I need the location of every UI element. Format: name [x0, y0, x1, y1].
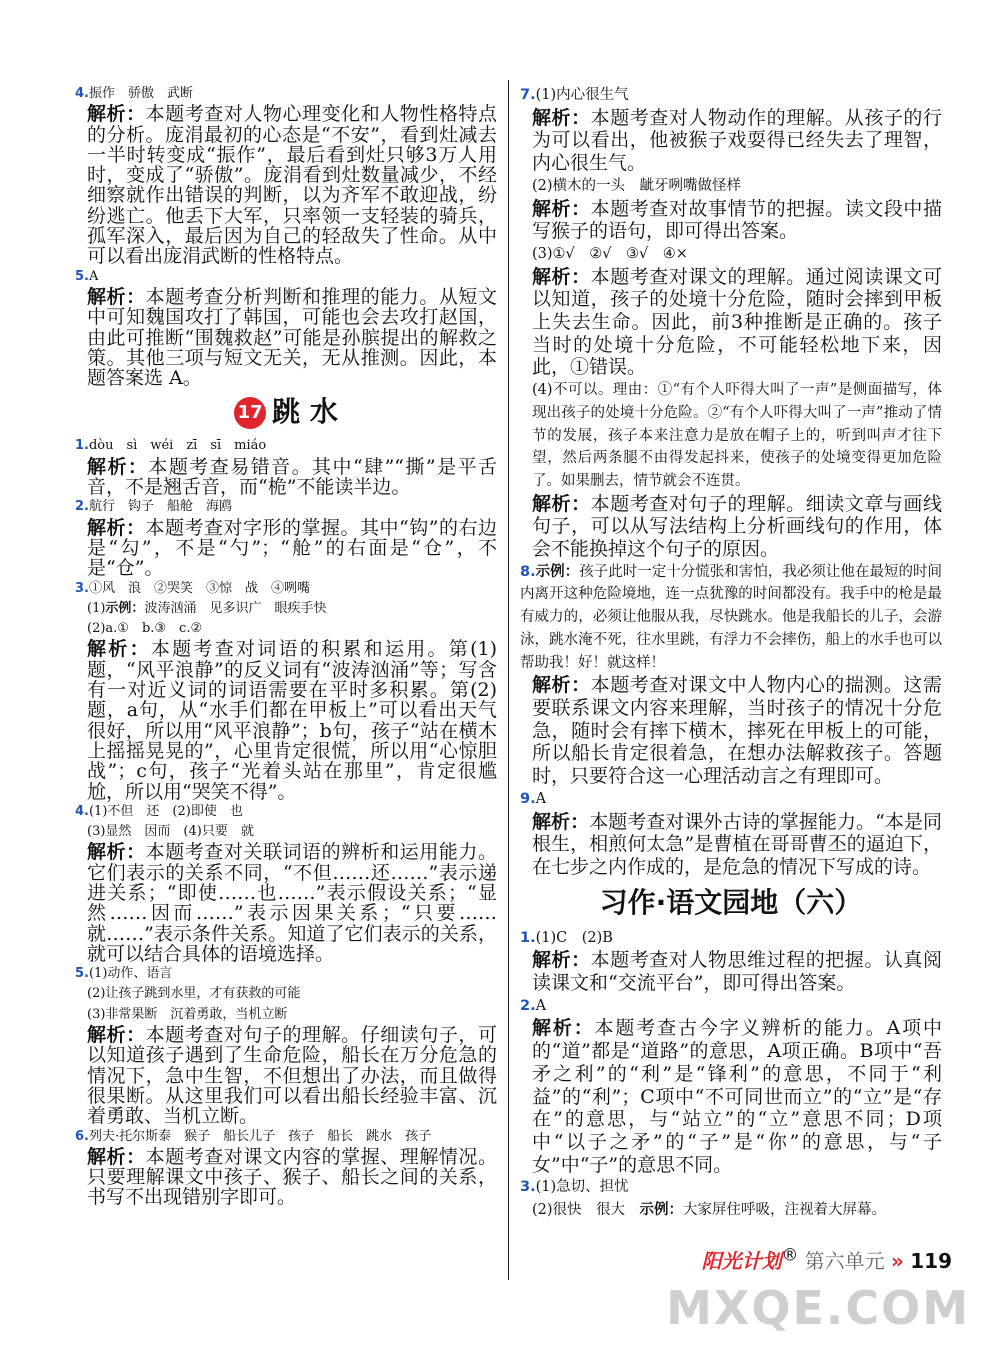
explanation	[75, 639, 497, 801]
explanation-text: 本题考查对字形的掌握。其中“钩”的右边是“勾”，不是“勺”；“舱”的右面是“仓”，不是“仓”。	[87, 516, 497, 580]
page-footer	[702, 1245, 952, 1274]
explanation-label: 解析：	[532, 949, 591, 972]
explanation	[520, 198, 942, 243]
sub-answer-text: 大家屏住呼吸，注视着大屏幕。	[683, 1202, 887, 1219]
sub-answer	[520, 175, 942, 198]
explanation-text: 本题考查分析判断和推理的能力。从短文中可知魏国攻打了韩国，可能也会去攻打赵国，由此可推断“围魏救赵”可能是孙膑提出的解救之策。其他三项与短文无关，无从推测。因此，本题答案选 A。	[87, 285, 497, 390]
explanation	[520, 493, 942, 561]
question-number: 5.	[75, 966, 89, 982]
answer-item	[75, 579, 497, 599]
explanation	[520, 1017, 942, 1176]
explanation-text: 本题考查古今字义辨析的能力。A项中的“道”都是“道路”的意思，A项正确。B项中“吾矛之利”的“利”是“锋利”的意思，不同于“利益”的“利”；C项中“不可同世而立”的“立”是“存在”的意思，与“站立”的“立”意思不同；D项中“以子之矛”的“子”是“你”的意思，与“子女”中“子”的意思不同。	[532, 1017, 942, 1176]
explanation-label: 解析：	[87, 1024, 146, 1047]
explanation-text: 本题考查易错音。其中“肆”“撕”是平舌音，不是翘舌音，而“桅”不能读半边。	[87, 455, 497, 499]
question-number: 1.	[520, 929, 536, 946]
answer-item	[520, 84, 942, 107]
answer-text: A	[88, 268, 99, 284]
question-number: 2.	[520, 997, 536, 1014]
section-title: 跳 水	[272, 395, 338, 429]
sub-answer-text: 波涛汹涌 见多识广 眼疾手快	[144, 600, 327, 616]
sub-answer-text: (2)很快 很大	[532, 1202, 640, 1219]
explanation-text: 本题考查对关联词语的辨析和运用能力。它们表示的关系不同，“不但……还……”表示递进关系；“即使……也……”表示假设关系；“显然……因而……”表示因果关系；“只要……就……”表示条件关系。知道了它们表示的关系，就可以结合具体的语境选择。	[87, 841, 497, 965]
question-number: 9.	[520, 790, 536, 807]
explanation-label: 解析：	[532, 674, 591, 697]
answer-item	[75, 964, 497, 984]
explanation-label: 解析：	[532, 492, 591, 515]
explanation-label: 解析：	[87, 841, 146, 864]
explanation-text: 本题考查对词语的积累和运用。第(1)题，“风平浪静”的反义词有“波涛汹涌”等；写含有一对近义词的词语需要在平时多积累。第(2)题，a句，从“水手们都在甲板上”可以看出天气很好，所以用“风平浪静”；b句，孩子“站在横木上摇摇晃晃的”，心里肯定很慌，所以用“心惊胆战”；c句，孩子“光着头站在那里”，肯定很尴尬，所以用“哭笑不得”。	[87, 638, 497, 803]
explanation-label: 解析：	[532, 1017, 595, 1040]
example-label: 示例：	[639, 1201, 684, 1219]
registered-mark: ®	[781, 1245, 799, 1265]
explanation-text: 本题考查对人物动作的理解。从孩子的行为可以看出，他被猴子戏耍得已经失去了理智，内心很生气。	[532, 106, 942, 175]
answer-text: (1)急切、担忧	[535, 1179, 629, 1196]
question-number: 8.	[520, 563, 536, 580]
explanation-label: 解析：	[87, 285, 146, 308]
answer-item	[75, 267, 497, 287]
explanation-text: 本题考查对课外古诗的掌握能力。“本是同根生，相煎何太急”是曹植在哥哥曹丕的逼迫下，在七步之内作成的，是危急的情况下写成的诗。	[532, 810, 942, 878]
answer-text: A	[535, 790, 547, 807]
explanation	[75, 518, 497, 579]
explanation	[75, 104, 497, 266]
explanation-text: 本题考查对故事情节的把握。读文段中描写猴子的语句，即可得出答案。	[532, 197, 942, 243]
question-number: 6.	[75, 1128, 89, 1144]
answer-text: dòu sì wéi zī sī miáo	[88, 438, 267, 454]
answer-item	[75, 84, 497, 104]
sub-answer	[75, 599, 497, 619]
section-title: 习作·语文园地（六）	[599, 885, 863, 919]
explanation	[520, 674, 942, 788]
brand-name: 阳光计划	[701, 1249, 782, 1273]
explanation-label: 解析：	[87, 1145, 146, 1168]
question-number: 3.	[75, 580, 89, 596]
explanation	[75, 1025, 497, 1126]
question-number: 5.	[75, 268, 89, 284]
explanation	[75, 1147, 497, 1208]
page-number: 119	[910, 1249, 952, 1273]
answer-text: (1)动作、语言	[88, 966, 173, 982]
explanation-label: 解析：	[532, 106, 591, 129]
sub-answer	[75, 984, 497, 1004]
answer-text: 航行 钩子 船舱 海鸥	[88, 499, 232, 515]
sub-answer-text: (1)	[87, 600, 106, 616]
sub-answer-text: (3)①√ ②√ ③√ ④×	[532, 245, 688, 262]
sub-answer	[520, 1199, 942, 1222]
explanation-label: 解析：	[87, 638, 151, 661]
sub-answer	[520, 379, 942, 493]
sub-answer-text: (2)让孩子跳到水里，才有获救的可能	[87, 986, 301, 1002]
explanation	[520, 266, 942, 380]
explanation-text: 本题考查对人物心理变化和人物性格特点的分析。庞涓最初的心态是“不安”，看到灶减去一半时转变成“振作”，最后看到灶只够3万人用时，变成了“骄傲”。庞涓看到灶数量减少，不经细察就作出错误的判断，以为齐军不敢迎战，纷纷逃亡。他丢下大军，只率领一支轻装的骑兵，孤军深入，最后因为自己的轻敌失了性命。从中可以看出庞涓武断的性格特点。	[87, 103, 497, 268]
answer-text: (1)C (2)B	[535, 929, 613, 946]
sub-answer-text: (2)横木的一头 龇牙咧嘴做怪样	[532, 177, 742, 194]
answer-item	[75, 436, 497, 456]
explanation-label: 解析：	[87, 455, 149, 478]
sub-answer	[75, 822, 497, 842]
answer-text: ①风 浪 ②哭笑 ③惊 战 ④咧嘴	[88, 580, 310, 596]
answer-item	[520, 995, 942, 1018]
explanation-text: 本题考查对人物思维过程的把握。认真阅读课文和“交流平台”，即可得出答案。	[532, 949, 942, 995]
watermark: MXQE.COM	[666, 1281, 970, 1335]
sub-answer	[520, 243, 942, 266]
question-number: 4.	[75, 803, 89, 819]
explanation-text: 本题考查对句子的理解。仔细读句子，可以知道孩子遇到了生命危险，船长在万分危急的情况下，急中生智，不但想出了办法，而且做得很果断。从这里我们可以看出船长经验丰富、沉着勇敢、当机立断。	[87, 1024, 497, 1128]
column-divider	[508, 80, 509, 1280]
sub-answer-text: (3)显然 因而 (4)只要 就	[87, 824, 254, 840]
explanation-text: 本题考查对课文内容的掌握、理解情况。只要理解课文中孩子、猴子、船长之间的关系，书写不出现错别字即可。	[87, 1145, 497, 1209]
answer-item	[520, 561, 942, 675]
sub-answer	[75, 619, 497, 639]
right-column	[520, 84, 942, 1222]
answer-item	[520, 927, 942, 950]
answer-item	[75, 802, 497, 822]
lesson-number-badge: 17	[234, 397, 266, 429]
question-number: 7.	[520, 87, 536, 103]
explanation-label: 解析：	[87, 516, 146, 539]
left-column	[75, 84, 497, 1208]
answer-text: (1)内心很生气	[535, 87, 629, 103]
section-heading	[520, 881, 942, 925]
explanation-label: 解析：	[532, 810, 590, 833]
sub-answer	[75, 1005, 497, 1025]
explanation	[520, 949, 942, 994]
explanation	[75, 842, 497, 964]
answer-item	[520, 788, 942, 811]
chevron-icon: »	[890, 1249, 904, 1273]
explanation-label: 解析：	[532, 265, 591, 288]
answer-text: (1)不但 还 (2)即使 也	[88, 803, 243, 819]
sub-answer-text: (3)非常果断 沉着勇敢，当机立断	[87, 1006, 288, 1022]
answer-text: 孩子此时一定十分慌张和害怕，我必须让他在最短的时间内离开这种危险境地，连一点犹豫的时间都没有。我手中的枪是最有威力的，必须让他服从我，尽快跳水。他是我船长的儿子，会游泳，跳水淹不死，往水里跳，有浮力不会摔伤，船上的水手也可以帮助我！好！就这样！	[520, 563, 943, 671]
sub-answer-text: (2)a.① b.③ c.②	[87, 621, 203, 637]
answer-item	[75, 497, 497, 517]
answer-text: 列夫·托尔斯泰 猴子 船长儿子 孩子 船长 跳水 孩子	[88, 1128, 432, 1144]
explanation	[520, 107, 942, 175]
answer-text: 振作 骄傲 武断	[88, 86, 193, 101]
question-number: 2.	[75, 499, 89, 515]
question-number: 3.	[520, 1179, 536, 1196]
explanation-text: 本题考查对课文的理解。通过阅读课文可以知道，孩子的处境十分危险，随时会摔到甲板上失去生命。因此，前3种推断是正确的。孩子当时的处境十分危险，不可能轻松地下来，因此，①错误。	[532, 265, 942, 379]
explanation-label: 解析：	[532, 197, 591, 220]
answer-item	[75, 1127, 497, 1147]
explanation	[75, 457, 497, 498]
explanation-text: 本题考查对课文中人物内心的揣测。这需要联系课文内容来理解，当时孩子的情况十分危急，随时会有摔下横木，摔死在甲板上的可能，所以船长肯定很着急，在想办法解救孩子。答题时，只要符合这一心理活动言之有理即可。	[532, 674, 942, 788]
explanation-text: 本题考查对句子的理解。细读文章与画线句子，可以从写法结构上分析画线句的作用，体会不能换掉这个句子的原因。	[532, 492, 942, 561]
answer-item	[520, 1176, 942, 1199]
sub-answer-text: (4)不可以。理由：①“有个人吓得大叫了一声”是侧面描写，体现出孩子的处境十分危险。②“有个人吓得大叫了一声”推动了情节的发展，孩子本来注意力是放在帽子上的，听到叫声才往下望，然后两条腿不由得发起抖来，使孩子的处境变得更加危险了。如果删去，情节就会不连贯。	[532, 382, 942, 489]
section-heading	[75, 390, 497, 434]
answer-text: A	[535, 997, 547, 1014]
example-label: 示例：	[535, 562, 580, 580]
unit-label: 第六单元	[804, 1249, 885, 1273]
explanation-label: 解析：	[87, 103, 146, 126]
explanation	[520, 811, 942, 879]
question-number: 1.	[75, 438, 89, 454]
explanation	[75, 287, 497, 388]
question-number: 4.	[75, 86, 89, 101]
example-label: 示例：	[105, 600, 145, 616]
